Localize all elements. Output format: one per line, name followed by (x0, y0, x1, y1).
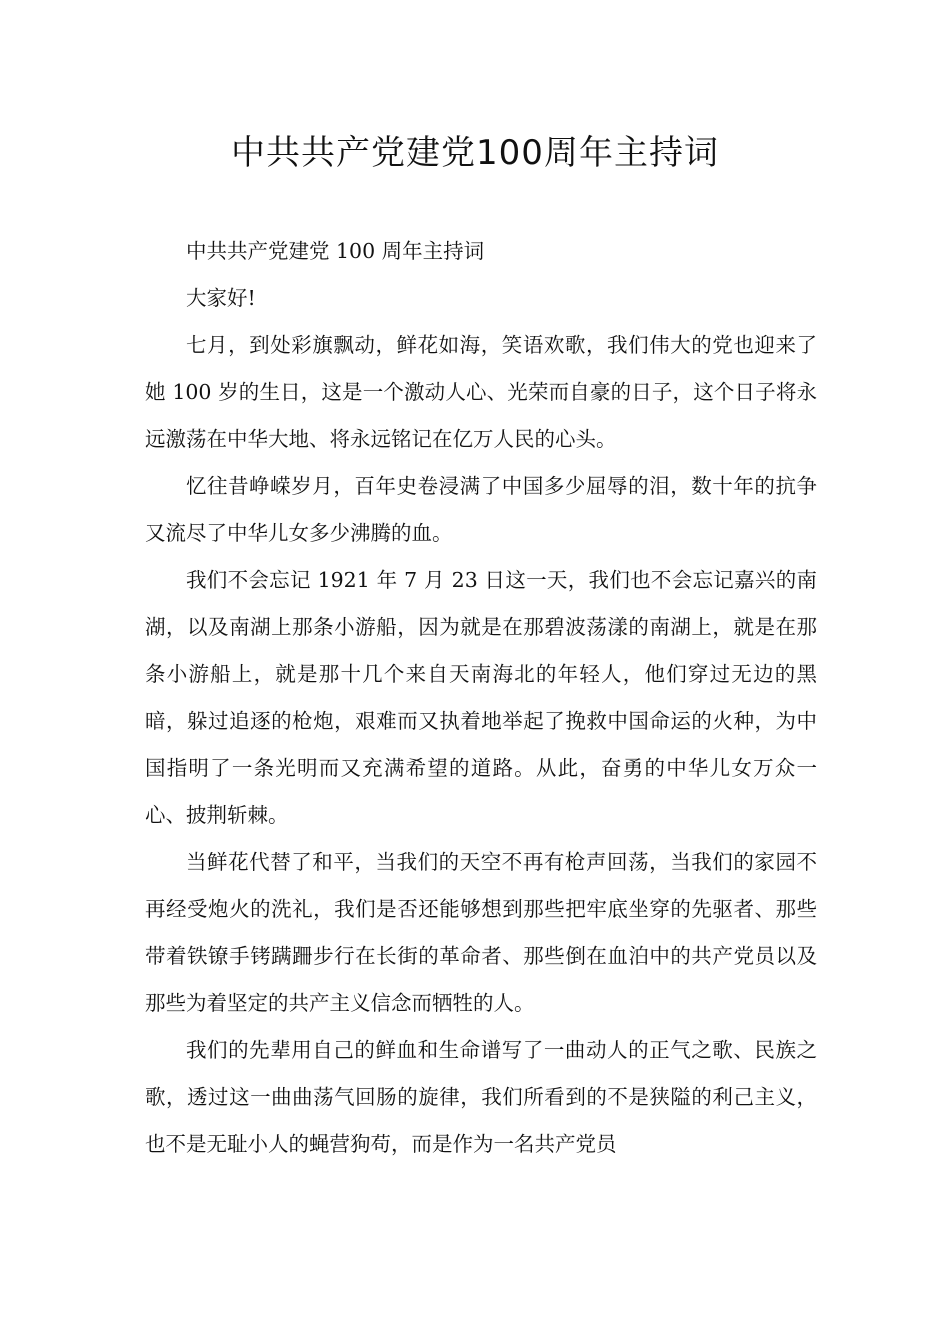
paragraph-greeting: 大家好! (186, 286, 256, 310)
paragraph-july: 七月，到处彩旗飘动，鲜花如海，笑语欢歌，我们伟大的党也迎来了她 100 岁的生日，这是一个激动人心、光荣而自豪的日子，这个日子将永远激荡在中华大地、将永远铭记在亿万人民的心头。 (145, 333, 817, 451)
paragraph-subtitle: 中共共产党建党 100 周年主持词 (186, 239, 485, 263)
paragraph-peace: 当鲜花代替了和平，当我们的天空不再有枪声回荡，当我们的家园不再经受炮火的洗礼，我们是否还能够想到那些把牢底坐穿的先驱者、那些带着铁镣手铐蹒跚步行在长街的革命者、那些倒在血泊中的共产党员以及那些为着坚定的共产主义信念而牺牲的人。 (145, 850, 817, 1015)
document-body (145, 228, 817, 1168)
document-title: 中共共产党建党100周年主持词 (231, 133, 719, 173)
paragraph-ancestors: 我们的先辈用自己的鲜血和生命谱写了一曲动人的正气之歌、民族之歌，透过这一曲曲荡气回肠的旋律，我们所看到的不是狭隘的利己主义，也不是无耻小人的蝇营狗苟，而是作为一名共产党员 (145, 1038, 817, 1156)
paragraph-history: 忆往昔峥嵘岁月，百年史卷浸满了中国多少屈辱的泪，数十年的抗争又流尽了中华儿女多少沸腾的血。 (145, 474, 817, 545)
paragraph-1921: 我们不会忘记 1921 年 7 月 23 日这一天，我们也不会忘记嘉兴的南湖，以及南湖上那条小游船，因为就是在那碧波荡漾的南湖上，就是在那条小游船上，就是那十几个来自天南海北的年轻人，他们穿过无边的黑暗，躲过追逐的枪炮，艰难而又执着地举起了挽救中国命运的火种，为中国指明了一条光明而又充满希望的道路。从此，奋勇的中华儿女万众一心、披荆斩棘。 (145, 568, 817, 827)
